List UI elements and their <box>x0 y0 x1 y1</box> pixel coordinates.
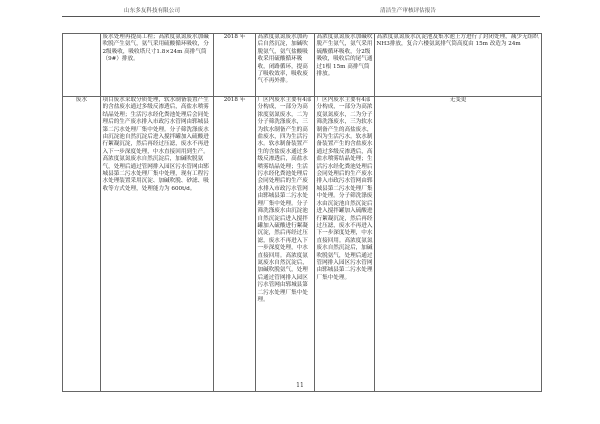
change-description-cell: 高浓度氨氮废水沉淀池及集水池上方进行了封闭处理，减少无组织 NH3排放，复合六楼氨氮排气筒高度由 15m 改造为 24m <box>375 34 542 97</box>
current-status-cell: 厂区内废水主要有4部分构成，一部分为高浓度氨氮废水，二为分子筛洗涤废水，三为软水制备产生的高盐废水，四为生活污水。软水制备装置产生的含盐废水通过多级反渗透后，高盐水喷雾结晶处理；生活污水经化粪池处理后会同处理后的生产废水排入市政污水管网由郓城县第二污水处理厂集中处理。分子筛洗涤废水由沉淀池自然沉淀后进入搅拌罐加入硫酸进行絮凝沉淀，然后再经过压滤，废水不再进入下一步深度处理，中水直接回用。高浓度氨氮废水自然沉淀后，加碱吹脱氨气，处理后通过管网排入园区污水管网由郓城县第二污水处理厂集中处理。 <box>315 97 375 392</box>
actual-measure-cell: 高浓度氨氮废水加药后自然沉淀，加碱吹脱氨气，氨气盐酸吸收采用硫酸循环吸收，闭路循环，提高了吸收效率，吸收废气不再外排。 <box>256 34 315 97</box>
actual-measure-cell: 厂区内废水主要有4部分构成，一部分为高浓度氨氮废水，二为分子筛洗涤废水，三为软水制备产生的高盐废水，四为生活污水。软水制备装置产生的含盐废水通过多级反渗透后，高盐水喷雾结晶处理；生活污水经化粪池处理后会同处理后的生产废水排入市政污水管网由郓城县第二污水处理厂集中处理。分子筛洗涤废水由沉淀池自然沉淀后进入搅拌罐加入硫酸进行絮凝沉淀，然后再经过压滤，废水不再进入下一步深度处理，中水直接回用。高浓度氨氮废水自然沉淀后，加碱吹脱氨气，处理后通过管网排入园区污水管网由郓城县第二污水处理厂集中处理。 <box>256 97 315 392</box>
original-measure-cell: 废水处理再提高工程；高浓度氨氮废水加碱吹脱产生氨气，氨气采用硫酸循环吸收，分2级吸收，吸收塔尺寸1.8×24m 高排气筒（9#）排放。 <box>101 34 214 97</box>
year-cell: 2018 年 <box>214 97 256 392</box>
header-report-title: 清洁生产审核评估报告 <box>380 8 436 14</box>
header-company: 山东多友科技有限公司 <box>124 8 180 14</box>
table-row <box>63 34 542 97</box>
change-description-cell: 无变更 <box>375 97 542 392</box>
year-cell: 2018 年 <box>214 34 256 97</box>
row-type-cell <box>63 34 101 97</box>
page-number: 11 <box>296 382 304 389</box>
current-status-cell: 高浓度氨氮废水加碱吹脱产生氨气，氨气采用硫酸循环吸收，分2级吸收，吸收后的尾气通过1根 15m 高排气筒排放。 <box>315 34 375 97</box>
comparison-table <box>62 33 542 392</box>
row-type-cell: 废水 <box>63 97 101 392</box>
original-measure-cell: 项目废水采取分质处理，软水制备装置产生的含盐废水通过多级反渗透后，高盐水喷雾结晶处理；生活污水经化粪池处理后会同处理后的生产废水排入市政污水管网由郓城县第二污水处理厂集中处理。分子筛洗涤废水由沉淀池自然沉淀后进入搅拌罐加入硫酸进行絮凝沉淀，然后再经过压滤，废水不再进入下一步深度处理，中水直接回用到生产。高浓度氨氮废水自然沉淀后，加碱吹脱氨气，处理后通过管网排入园区污水管网由郓城县第二污水处理厂集中处理，现有工程污水处理装置采用沉淀、加碱吹脱、砂滤、吸收等方式处理，处理能力为 600t/d。 <box>101 97 214 392</box>
page-header <box>62 6 540 17</box>
table-row <box>63 97 542 392</box>
